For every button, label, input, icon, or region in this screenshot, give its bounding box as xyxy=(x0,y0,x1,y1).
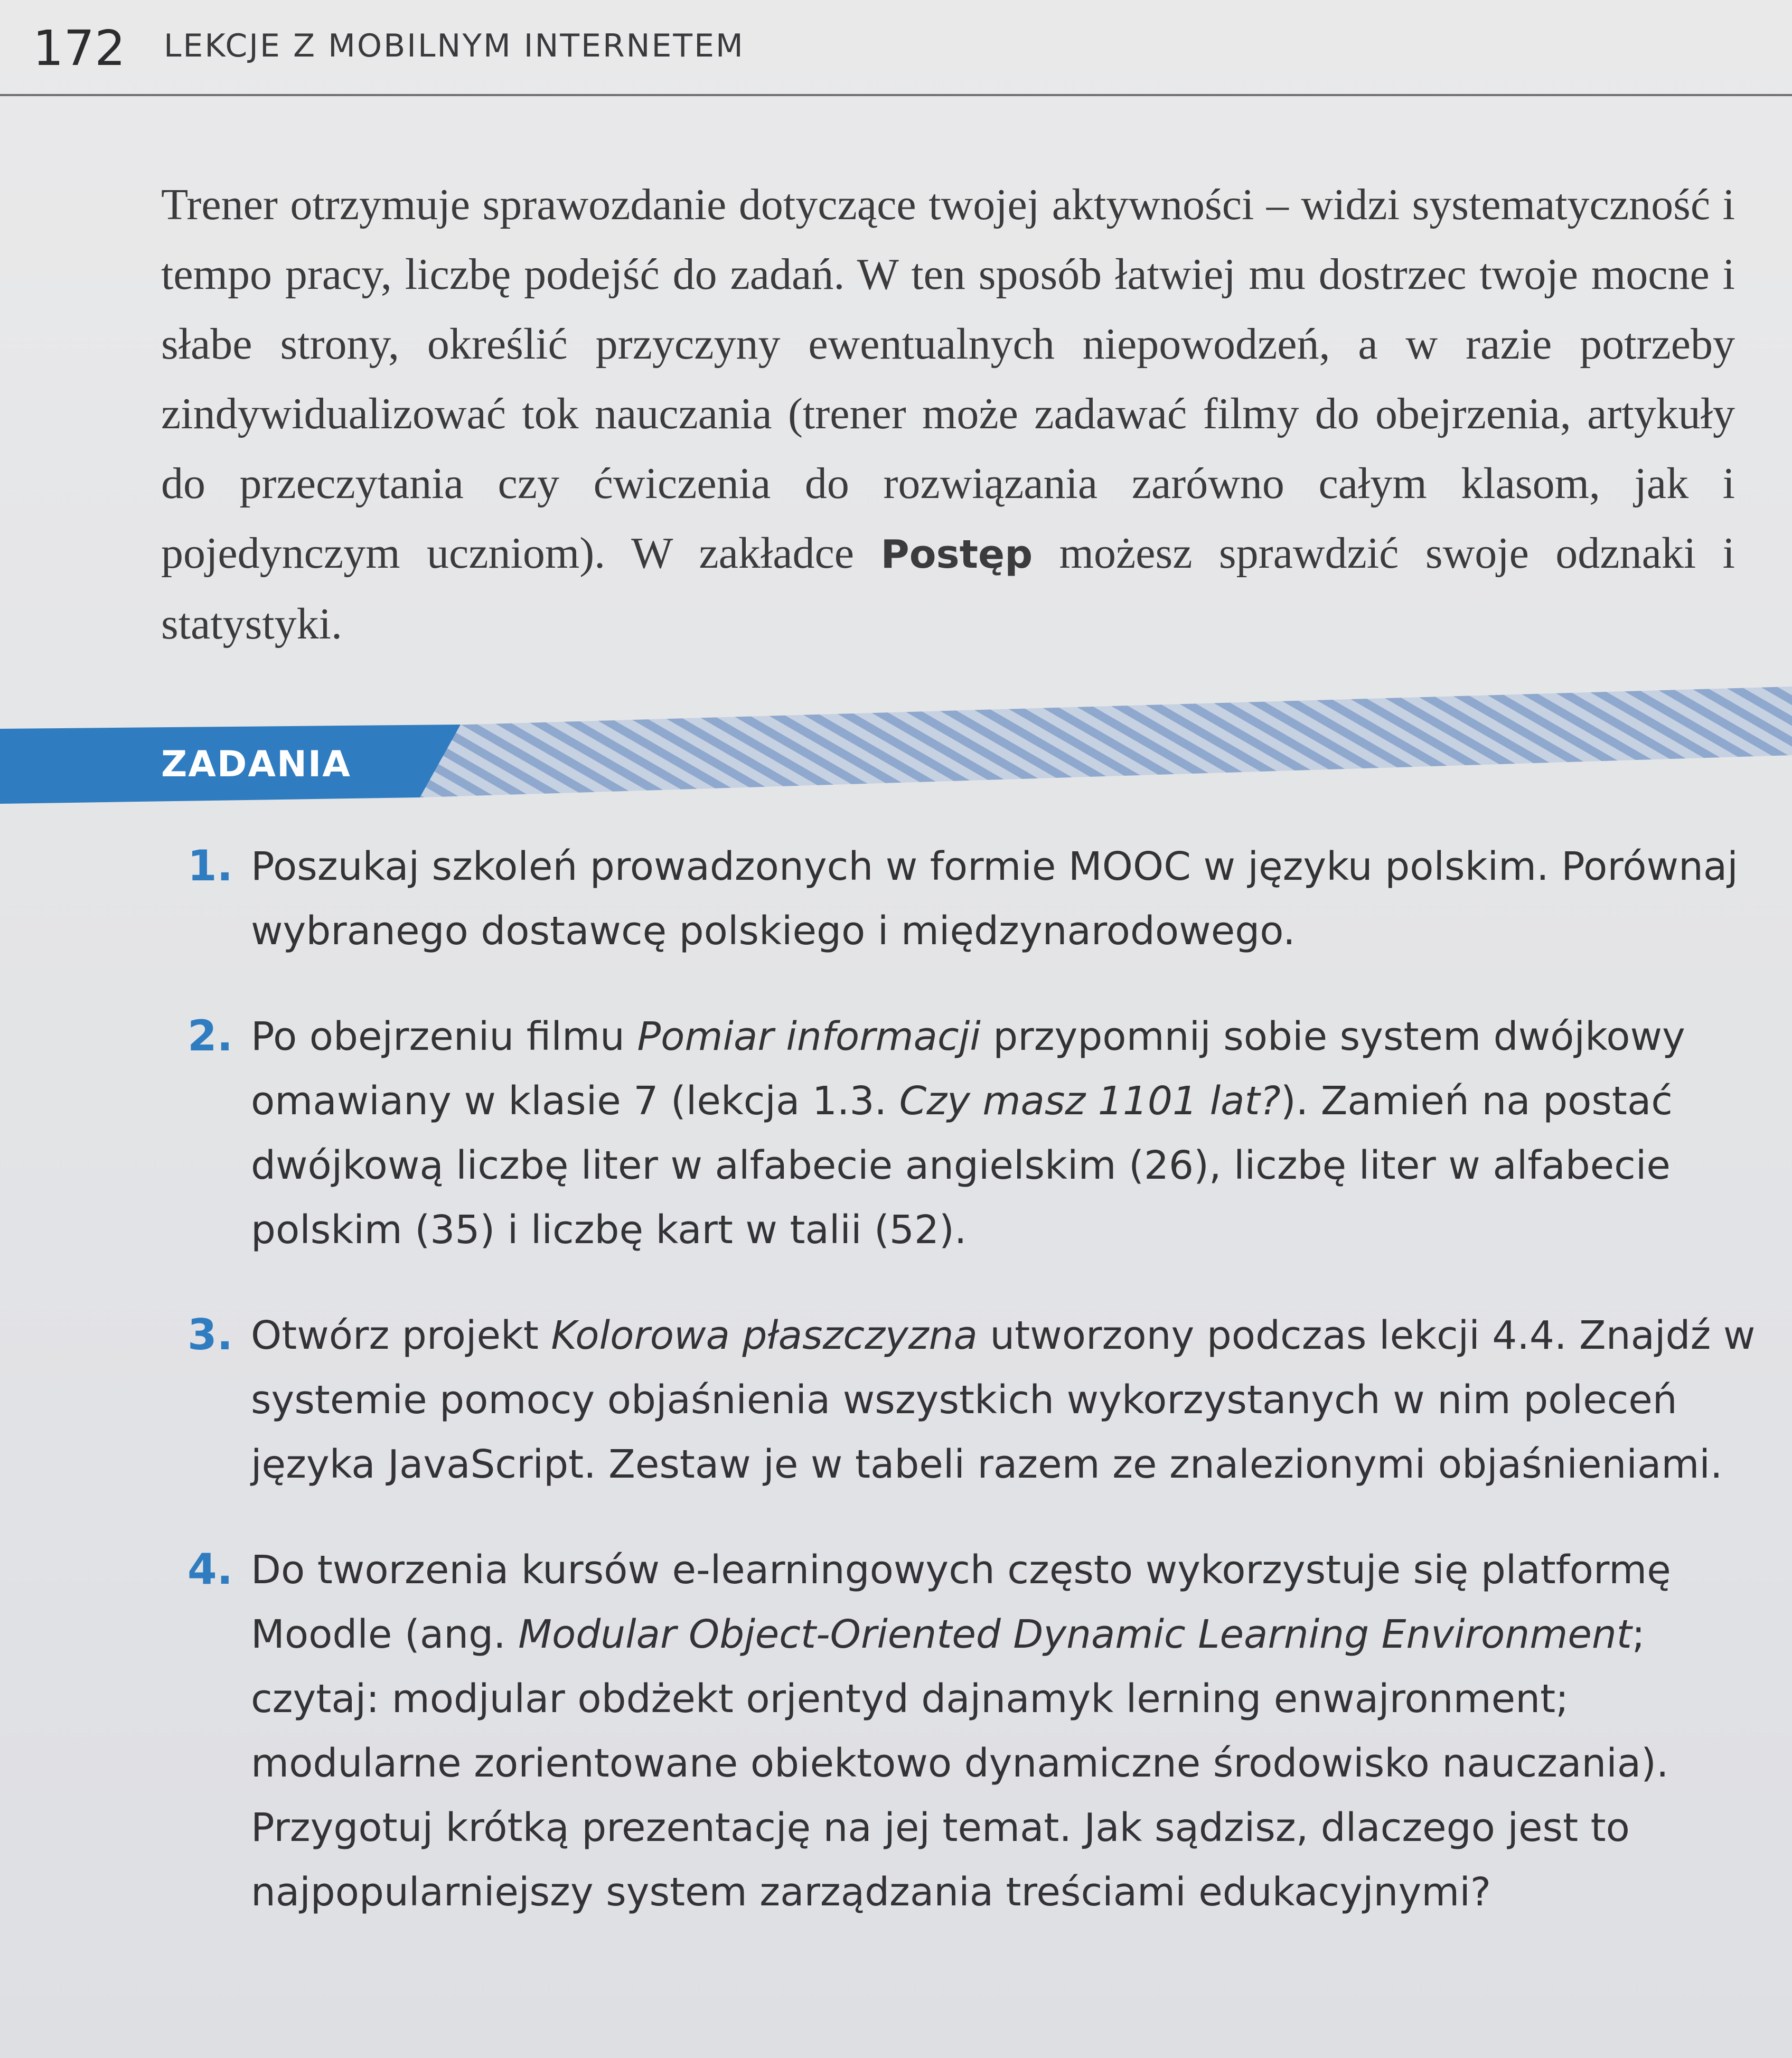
task-text xyxy=(251,1303,1767,1497)
task-item xyxy=(187,1004,1767,1262)
task-list xyxy=(187,834,1767,1966)
task-text-part: Po obejrzeniu filmu xyxy=(251,1014,637,1059)
section-title: ZADANIA xyxy=(161,744,351,785)
task-text-part: ). Zamień na postać dwójkową liczbę liter w alfabecie angielskim (26), liczbę liter w alfabecie polskim (35) i liczbę kart w talii (52). xyxy=(251,1078,1673,1253)
intro-paragraph xyxy=(161,170,1735,659)
page-number: 172 xyxy=(33,20,126,77)
task-item xyxy=(187,834,1767,963)
film-title: Pomiar informacji xyxy=(637,1014,981,1059)
english-term: Modular Object-Oriented Dynamic Learning Environment xyxy=(518,1612,1632,1657)
project-title: Kolorowa płaszczyzna xyxy=(551,1313,978,1358)
task-number: 2. xyxy=(187,1011,233,1060)
banner-stripe-band xyxy=(370,687,1792,797)
task-item xyxy=(187,1303,1767,1497)
task-text: Poszukaj szkoleń prowadzonych w formie MOOC w języku polskim. Porównaj wybranego dostawcę polskiego i międzynarodowego. xyxy=(251,844,1738,954)
task-text-part: przypomnij sobie system dwójkowy omawiany w klasie 7 (lekcja 1.3. xyxy=(251,1014,1685,1124)
intro-text-end: możesz sprawdzić swoje odznaki i statystyki. xyxy=(161,529,1735,649)
intro-text-start: Trener otrzymuje sprawozdanie dotyczące twojej aktywności – widzi systematyczność i tempo pracy, liczbę podejść do zadań. W ten sposób łatwiej mu dostrzec twoje mocne i słabe strony, określić przyczyny ewentualnych niepowodzeń, a w razie potrzeby zindywidualizować tok nauczania (trener może zadawać filmy do obejrzenia, artykuły do przeczytania czy ćwiczenia do rozwiązania zarówno całym klasom, jak i pojedynczym uczniom). W zakładce xyxy=(161,180,1735,578)
intro-bold-term: Postęp xyxy=(880,532,1033,577)
task-text-part: Do tworzenia kursów e-learningowych często wykorzystuje się platformę Moodle (ang. xyxy=(251,1547,1671,1657)
task-item xyxy=(187,1538,1767,1924)
header-rule xyxy=(0,94,1792,96)
task-number: 3. xyxy=(187,1310,233,1359)
task-text-part: utworzony podczas lekcji 4.4. Znajdź w systemie pomocy objaśnienia wszystkich wykorzystanych w nim poleceń języka JavaScript. Zestaw je w tabeli razem ze znalezionymi objaśnieniami. xyxy=(251,1313,1756,1487)
task-text-part: Otwórz projekt xyxy=(251,1313,551,1358)
running-title: LEKCJE Z MOBILNYM INTERNETEM xyxy=(164,27,745,64)
task-text-part: ; czytaj: modjular obdżekt orjentyd dajnamyk lerning enwajronment; modularne zorientowane obiektowo dynamiczne środowisko nauczania). Przygotuj krótką prezentację na jej temat. Jak sądzisz, dlaczego jest to najpopularniejszy system zarządzania treściami edukacyjnymi? xyxy=(251,1612,1669,1915)
page-header xyxy=(0,0,1792,98)
task-text xyxy=(251,1538,1767,1924)
task-number: 1. xyxy=(187,841,233,890)
lesson-title: Czy masz 1101 lat? xyxy=(899,1078,1281,1124)
task-number: 4. xyxy=(187,1545,233,1594)
task-text xyxy=(251,1004,1767,1262)
